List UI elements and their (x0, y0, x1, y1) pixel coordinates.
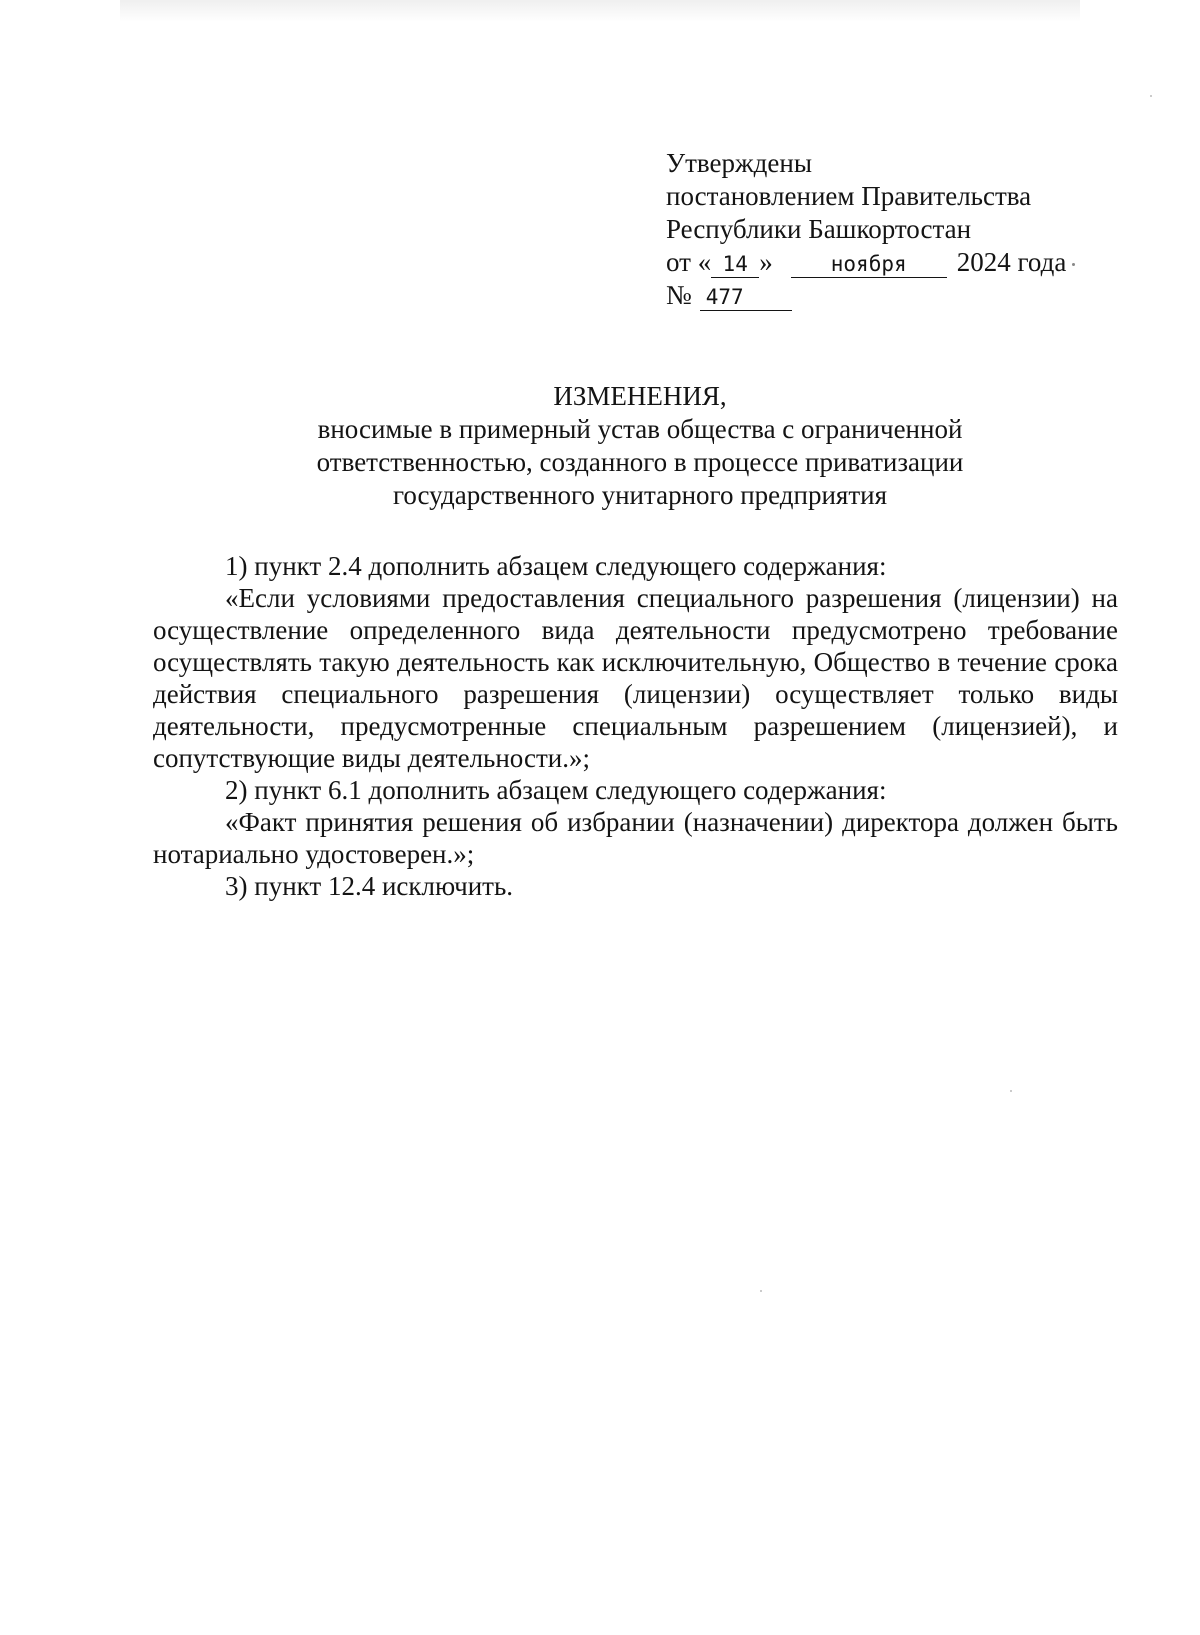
item-3-instruction: 3) пункт 12.4 исключить. (225, 871, 514, 901)
item-2-quote: «Факт принятия решения об избрании (назначении) директора должен быть нотариально удостоверен.»; (153, 807, 1118, 869)
document-body (153, 550, 1118, 902)
number-label: № (666, 280, 692, 310)
approval-block (666, 147, 1106, 312)
document-subtitle-line-3: государственного унитарного предприятия (392, 480, 888, 510)
date-prefix: от « (666, 247, 712, 277)
document-subtitle-line-2: ответственностью, созданного в процессе приватизации (316, 447, 964, 477)
approval-line-approved: Утверждены (666, 148, 812, 178)
number-field: 477 (700, 286, 792, 311)
date-month-field: ноября (791, 253, 947, 278)
approval-date-line (666, 246, 1106, 279)
item-1-quote: «Если условиями предоставления специального разрешения (лицензии) на осуществление определенного вида деятельности предусмотрено требование осуществлять такую деятельность как исключительную, Общество в течение срока действия специального разрешения (лицензии) осуществляет только виды деятельности, предусмотренные специальным разрешением (лицензией), и сопутствующие виды деятельности.»; (153, 583, 1118, 773)
approval-line-resolution: постановлением Правительства (666, 181, 1032, 211)
document-heading: ИЗМЕНЕНИЯ, (553, 381, 727, 411)
approval-number-line (666, 279, 1106, 312)
scan-dust (1010, 1090, 1012, 1092)
scan-speck (1072, 263, 1075, 266)
item-1-instruction: 1) пункт 2.4 дополнить абзацем следующего содержания: (225, 551, 887, 581)
scan-shadow (120, 0, 1080, 22)
title-block (120, 380, 1160, 512)
date-year: 2024 года (956, 247, 1067, 277)
document-subtitle-line-1: вносимые в примерный устав общества с ограниченной (317, 414, 963, 444)
approval-line-republic: Республики Башкортостан (666, 214, 972, 244)
date-day-field: 14 (711, 253, 759, 278)
date-close-quote: » (759, 247, 773, 277)
scan-dust (760, 1290, 762, 1292)
item-2-instruction: 2) пункт 6.1 дополнить абзацем следующего содержания: (225, 775, 887, 805)
scan-dust (1150, 95, 1152, 97)
